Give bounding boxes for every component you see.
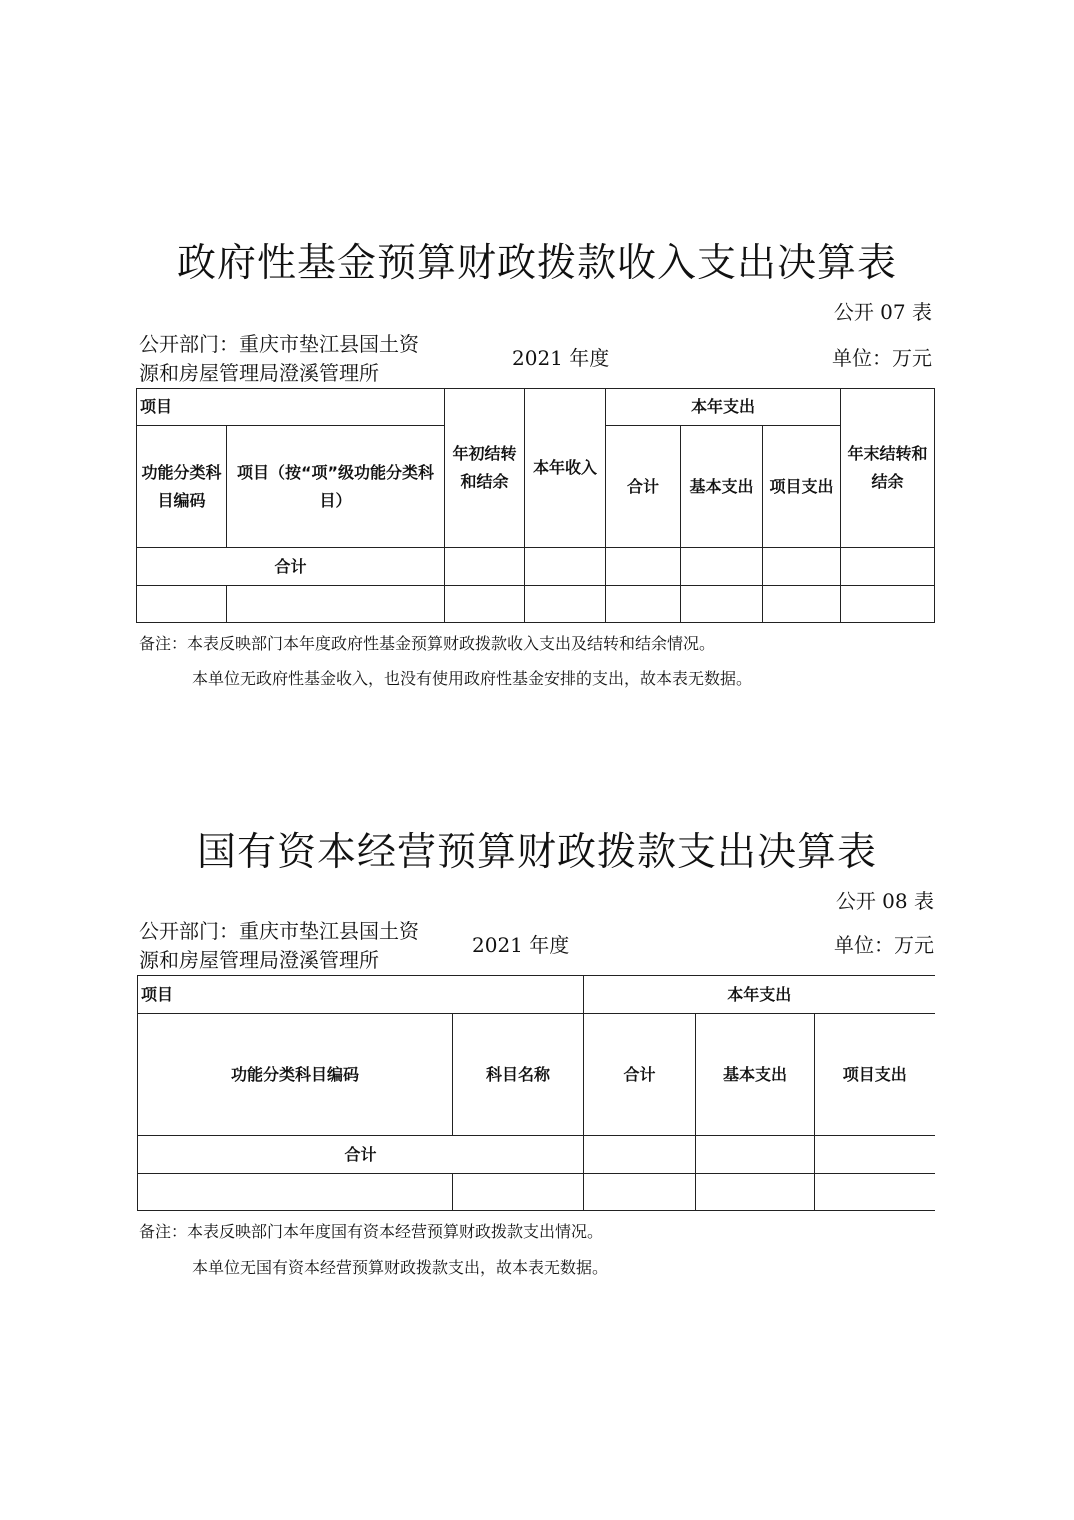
table08-title: 国有资本经营预算财政拨款支出决算表 (196, 830, 877, 875)
header-begin-balance: 年初结转和结余 (445, 389, 525, 548)
header-item: 项目 (137, 389, 445, 426)
table-row (138, 1174, 935, 1211)
table-cell (696, 1136, 815, 1174)
header-item-name: 项目（按“项”级功能分类科目） (227, 426, 445, 548)
table-cell (841, 586, 935, 623)
table08-department (139, 917, 419, 975)
table-cell (584, 1136, 696, 1174)
header-basic: 基本支出 (681, 426, 763, 548)
table-cell (137, 586, 227, 623)
table-cell (606, 586, 681, 623)
header-expense: 本年支出 (584, 976, 935, 1014)
header-total: 合计 (606, 426, 681, 548)
table-cell (681, 586, 763, 623)
table-cell (584, 1174, 696, 1211)
table-cell (138, 1174, 453, 1211)
table-row-total (137, 548, 935, 586)
header-func-code: 功能分类科目编码 (137, 426, 227, 548)
header-project: 项目支出 (763, 426, 841, 548)
table-cell (525, 548, 606, 586)
table08-grid (137, 975, 935, 1211)
table-row-total (138, 1136, 935, 1174)
table-cell (815, 1136, 935, 1174)
header-expense: 本年支出 (606, 389, 841, 426)
table-cell (525, 586, 606, 623)
header-project: 项目支出 (815, 1014, 935, 1136)
dept-line-2: 源和房屋管理局澄溪管理所 (139, 361, 379, 385)
header-total: 合计 (584, 1014, 696, 1136)
table-cell (453, 1174, 584, 1211)
table-row (137, 586, 935, 623)
table-cell (841, 548, 935, 586)
table07-number: 公开 07 表 (833, 300, 932, 324)
total-label: 合计 (138, 1136, 584, 1174)
table07-note-1: 备注：本表反映部门本年度政府性基金预算财政拨款收入支出及结转和结余情况。 (139, 634, 716, 653)
table07-note-2: 本单位无政府性基金收入，也没有使用政府性基金安排的支出，故本表无数据。 (192, 669, 753, 688)
table07-department (139, 330, 419, 388)
header-func-code: 功能分类科目编码 (138, 1014, 453, 1136)
header-subject-name: 科目名称 (453, 1014, 584, 1136)
table07-grid (136, 388, 935, 623)
header-income: 本年收入 (525, 389, 606, 548)
table08-note-1: 备注：本表反映部门本年度国有资本经营预算财政拨款支出情况。 (139, 1222, 604, 1241)
table08-year: 2021 年度 (472, 933, 570, 957)
header-end-balance: 年末结转和结余 (841, 389, 935, 548)
table08-note-2: 本单位无国有资本经营预算财政拨款支出，故本表无数据。 (192, 1258, 609, 1277)
table-cell (815, 1174, 935, 1211)
dept-line-1: 公开部门：重庆市垫江县国土资 (139, 919, 419, 943)
table-cell (227, 586, 445, 623)
dept-line-2: 源和房屋管理局澄溪管理所 (139, 948, 379, 972)
table08-number: 公开 08 表 (835, 889, 934, 913)
total-label: 合计 (137, 548, 445, 586)
dept-line-1: 公开部门：重庆市垫江县国土资 (139, 332, 419, 356)
table-cell (445, 586, 525, 623)
table08-unit: 单位：万元 (834, 933, 934, 957)
table-cell (763, 548, 841, 586)
table-cell (445, 548, 525, 586)
table-cell (606, 548, 681, 586)
table07-unit: 单位：万元 (832, 346, 932, 370)
header-basic: 基本支出 (696, 1014, 815, 1136)
table-cell (763, 586, 841, 623)
table-cell (696, 1174, 815, 1211)
table07-year: 2021 年度 (512, 346, 610, 370)
table-cell (681, 548, 763, 586)
header-item: 项目 (138, 976, 584, 1014)
table07-title: 政府性基金预算财政拨款收入支出决算表 (176, 241, 897, 286)
